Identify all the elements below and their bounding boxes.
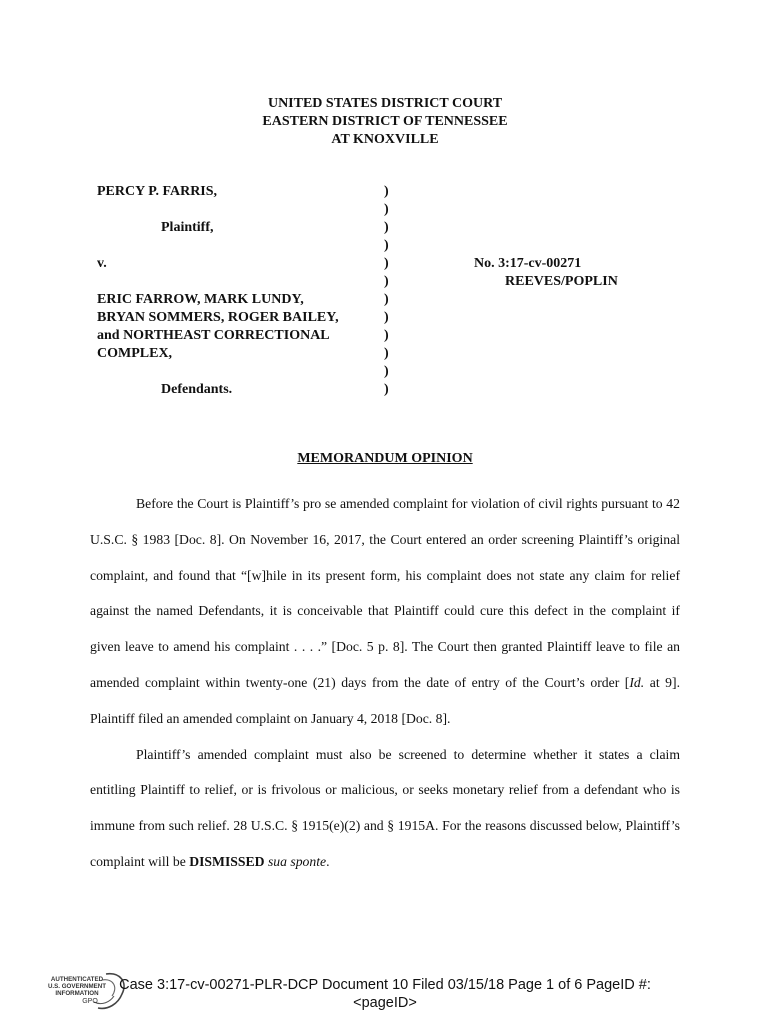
caption-paren: ) bbox=[384, 256, 389, 271]
paragraph-text: Plaintiff’s amended complaint must also be screened to determine whether it states a claim entitling Plaintiff to relief, or is frivolous or malicious, or seeks monetary relief from a defendant who is immune from such relief. 28 U.S.C. § 1915(e)(2) and § 1915A. For the reasons discussed below, Plaintiff’s complaint will be bbox=[90, 746, 680, 869]
caption-paren: ) bbox=[384, 184, 389, 199]
dismissed-text: DISMISSED bbox=[189, 853, 265, 869]
footer-pageid: <pageID> bbox=[353, 995, 417, 1011]
seal-line: INFORMATION bbox=[55, 990, 99, 997]
case-number: No. 3:17-cv-00271 bbox=[474, 256, 582, 271]
paragraph bbox=[90, 486, 680, 737]
case-number-block bbox=[474, 255, 618, 291]
citation-id: Id. bbox=[629, 674, 645, 690]
defendant-line: ERIC FARROW, MARK LUNDY, bbox=[97, 292, 304, 307]
seal-line: GPO bbox=[82, 998, 98, 1005]
caption-paren: ) bbox=[384, 238, 389, 253]
caption-paren: ) bbox=[384, 220, 389, 235]
caption-paren: ) bbox=[384, 274, 389, 289]
versus: v. bbox=[97, 256, 107, 271]
caption-paren: ) bbox=[384, 292, 389, 307]
plaintiff-label: Plaintiff, bbox=[161, 220, 214, 235]
paragraph bbox=[90, 737, 680, 880]
seal-line: U.S. GOVERNMENT bbox=[47, 983, 107, 990]
court-name: UNITED STATES DISTRICT COURT bbox=[267, 96, 503, 111]
document-footer bbox=[0, 976, 770, 1012]
paragraph-text: at 9]. Plaintiff filed an amended complaint on January 4, 2018 [Doc. 8]. bbox=[90, 674, 681, 726]
court-district: EASTERN DISTRICT OF TENNESSEE bbox=[262, 114, 508, 129]
case-caption-parties bbox=[97, 183, 387, 399]
court-header bbox=[0, 95, 770, 149]
plaintiff-name: PERCY P. FARRIS, bbox=[97, 184, 218, 199]
caption-paren: ) bbox=[384, 364, 389, 379]
caption-paren: ) bbox=[384, 202, 389, 217]
caption-parentheses bbox=[384, 183, 389, 399]
paragraph-text: . bbox=[326, 853, 330, 869]
footer-case-info: Case 3:17-cv-00271-PLR-DCP Document 10 Filed 03/15/18 Page 1 of 6 PageID #: bbox=[119, 977, 651, 993]
defendant-line: COMPLEX, bbox=[97, 346, 173, 361]
caption-paren: ) bbox=[384, 346, 389, 361]
document-title: MEMORANDUM OPINION bbox=[297, 451, 473, 466]
caption-paren: ) bbox=[384, 310, 389, 325]
defendant-line: BRYAN SOMMERS, ROGER BAILEY, bbox=[97, 310, 339, 325]
caption-paren: ) bbox=[384, 328, 389, 343]
paragraph-text: Before the Court is Plaintiff’s pro se amended complaint for violation of civil rights pursuant to 42 U.S.C. § 1983 [Doc. 8]. On November 16, 2017, the Court entered an order screening Plaintiff’s original complaint, and found that “[w]hile in its present form, his complaint does not state any claim for relief against the named Defendants, it is conceivable that Plaintiff could cure this defect in the complaint if given leave to amend his complaint . . . .” [Doc. 5 p. 8]. The Court then granted Plaintiff leave to file an amended complaint within twenty-one (21) days from the date of entry of the Court’s order [ bbox=[90, 496, 680, 690]
opinion-body bbox=[90, 486, 680, 880]
caption-paren: ) bbox=[384, 382, 389, 397]
sua-sponte-text: sua sponte bbox=[267, 853, 327, 869]
court-location: AT KNOXVILLE bbox=[331, 132, 439, 147]
seal-line: AUTHENTICATED bbox=[50, 976, 104, 983]
defendant-line: and NORTHEAST CORRECTIONAL bbox=[97, 328, 330, 343]
defendants-label: Defendants. bbox=[161, 382, 233, 397]
judges: REEVES/POPLIN bbox=[505, 274, 618, 289]
